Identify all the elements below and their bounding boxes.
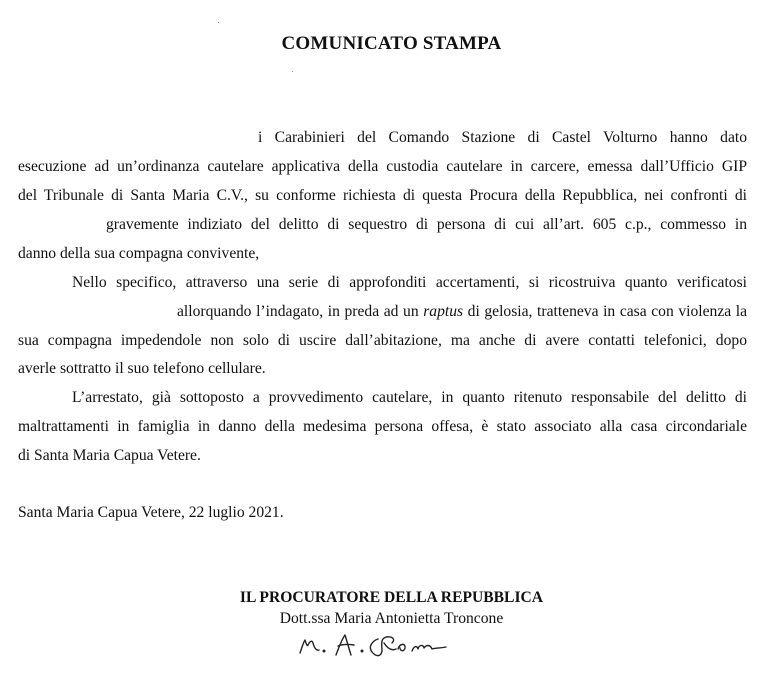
text-line: i Carabinieri del Comando Stazione di Castel Volturno hanno dato	[258, 129, 747, 146]
text-span: allorquando l’indagato, in preda ad un	[177, 303, 424, 320]
scan-speck	[292, 71, 293, 72]
text-line: sua compagna impedendole non solo di uscire dall’abitazione, ma anche di avere contatti telefonici, dopo	[18, 332, 747, 349]
text-line: danno della sua compagna convivente,	[18, 245, 260, 262]
text-line: maltrattamenti in famiglia in danno della medesima persona offesa, è stato associato alla casa circondariale	[18, 418, 747, 435]
text-line: esecuzione ad un’ordinanza cautelare applicativa della custodia cautelare in carcere, emessa dall’Ufficio GIP	[18, 158, 747, 175]
italic-term: raptus	[423, 303, 464, 320]
document-title: COMUNICATO STAMPA	[281, 33, 502, 54]
text-line: gravemente indiziato del delitto di sequestro di persona di cui all’art. 605 c.p., commesso in	[106, 216, 747, 233]
text-line: del Tribunale di Santa Maria C.V., su conforme richiesta di questa Procura della Repubblica, nei confronti di	[18, 187, 747, 204]
text-span: di gelosia, tratteneva in casa con violenza la	[463, 303, 747, 320]
signatory-name: Dott.ssa Maria Antonietta Troncone	[279, 610, 504, 627]
signatory-role: IL PROCURATORE DELLA REPUBBLICA	[239, 589, 544, 606]
text-line: Nello specifico, attraverso una serie di approfonditi accertamenti, si ricostruiva quanto verificatosi	[72, 274, 747, 291]
text-line: averle sottratto il suo telefono cellulare.	[18, 360, 266, 377]
text-line	[177, 302, 747, 322]
handwritten-signature-icon	[296, 631, 486, 661]
text-line: di Santa Maria Capua Vetere.	[18, 447, 201, 464]
place-and-date: Santa Maria Capua Vetere, 22 luglio 2021.	[18, 504, 284, 521]
scan-speck	[218, 22, 219, 23]
text-line: L’arrestato, già sottoposto a provvedimento cautelare, in quanto ritenuto responsabile del delitto di	[72, 389, 747, 406]
